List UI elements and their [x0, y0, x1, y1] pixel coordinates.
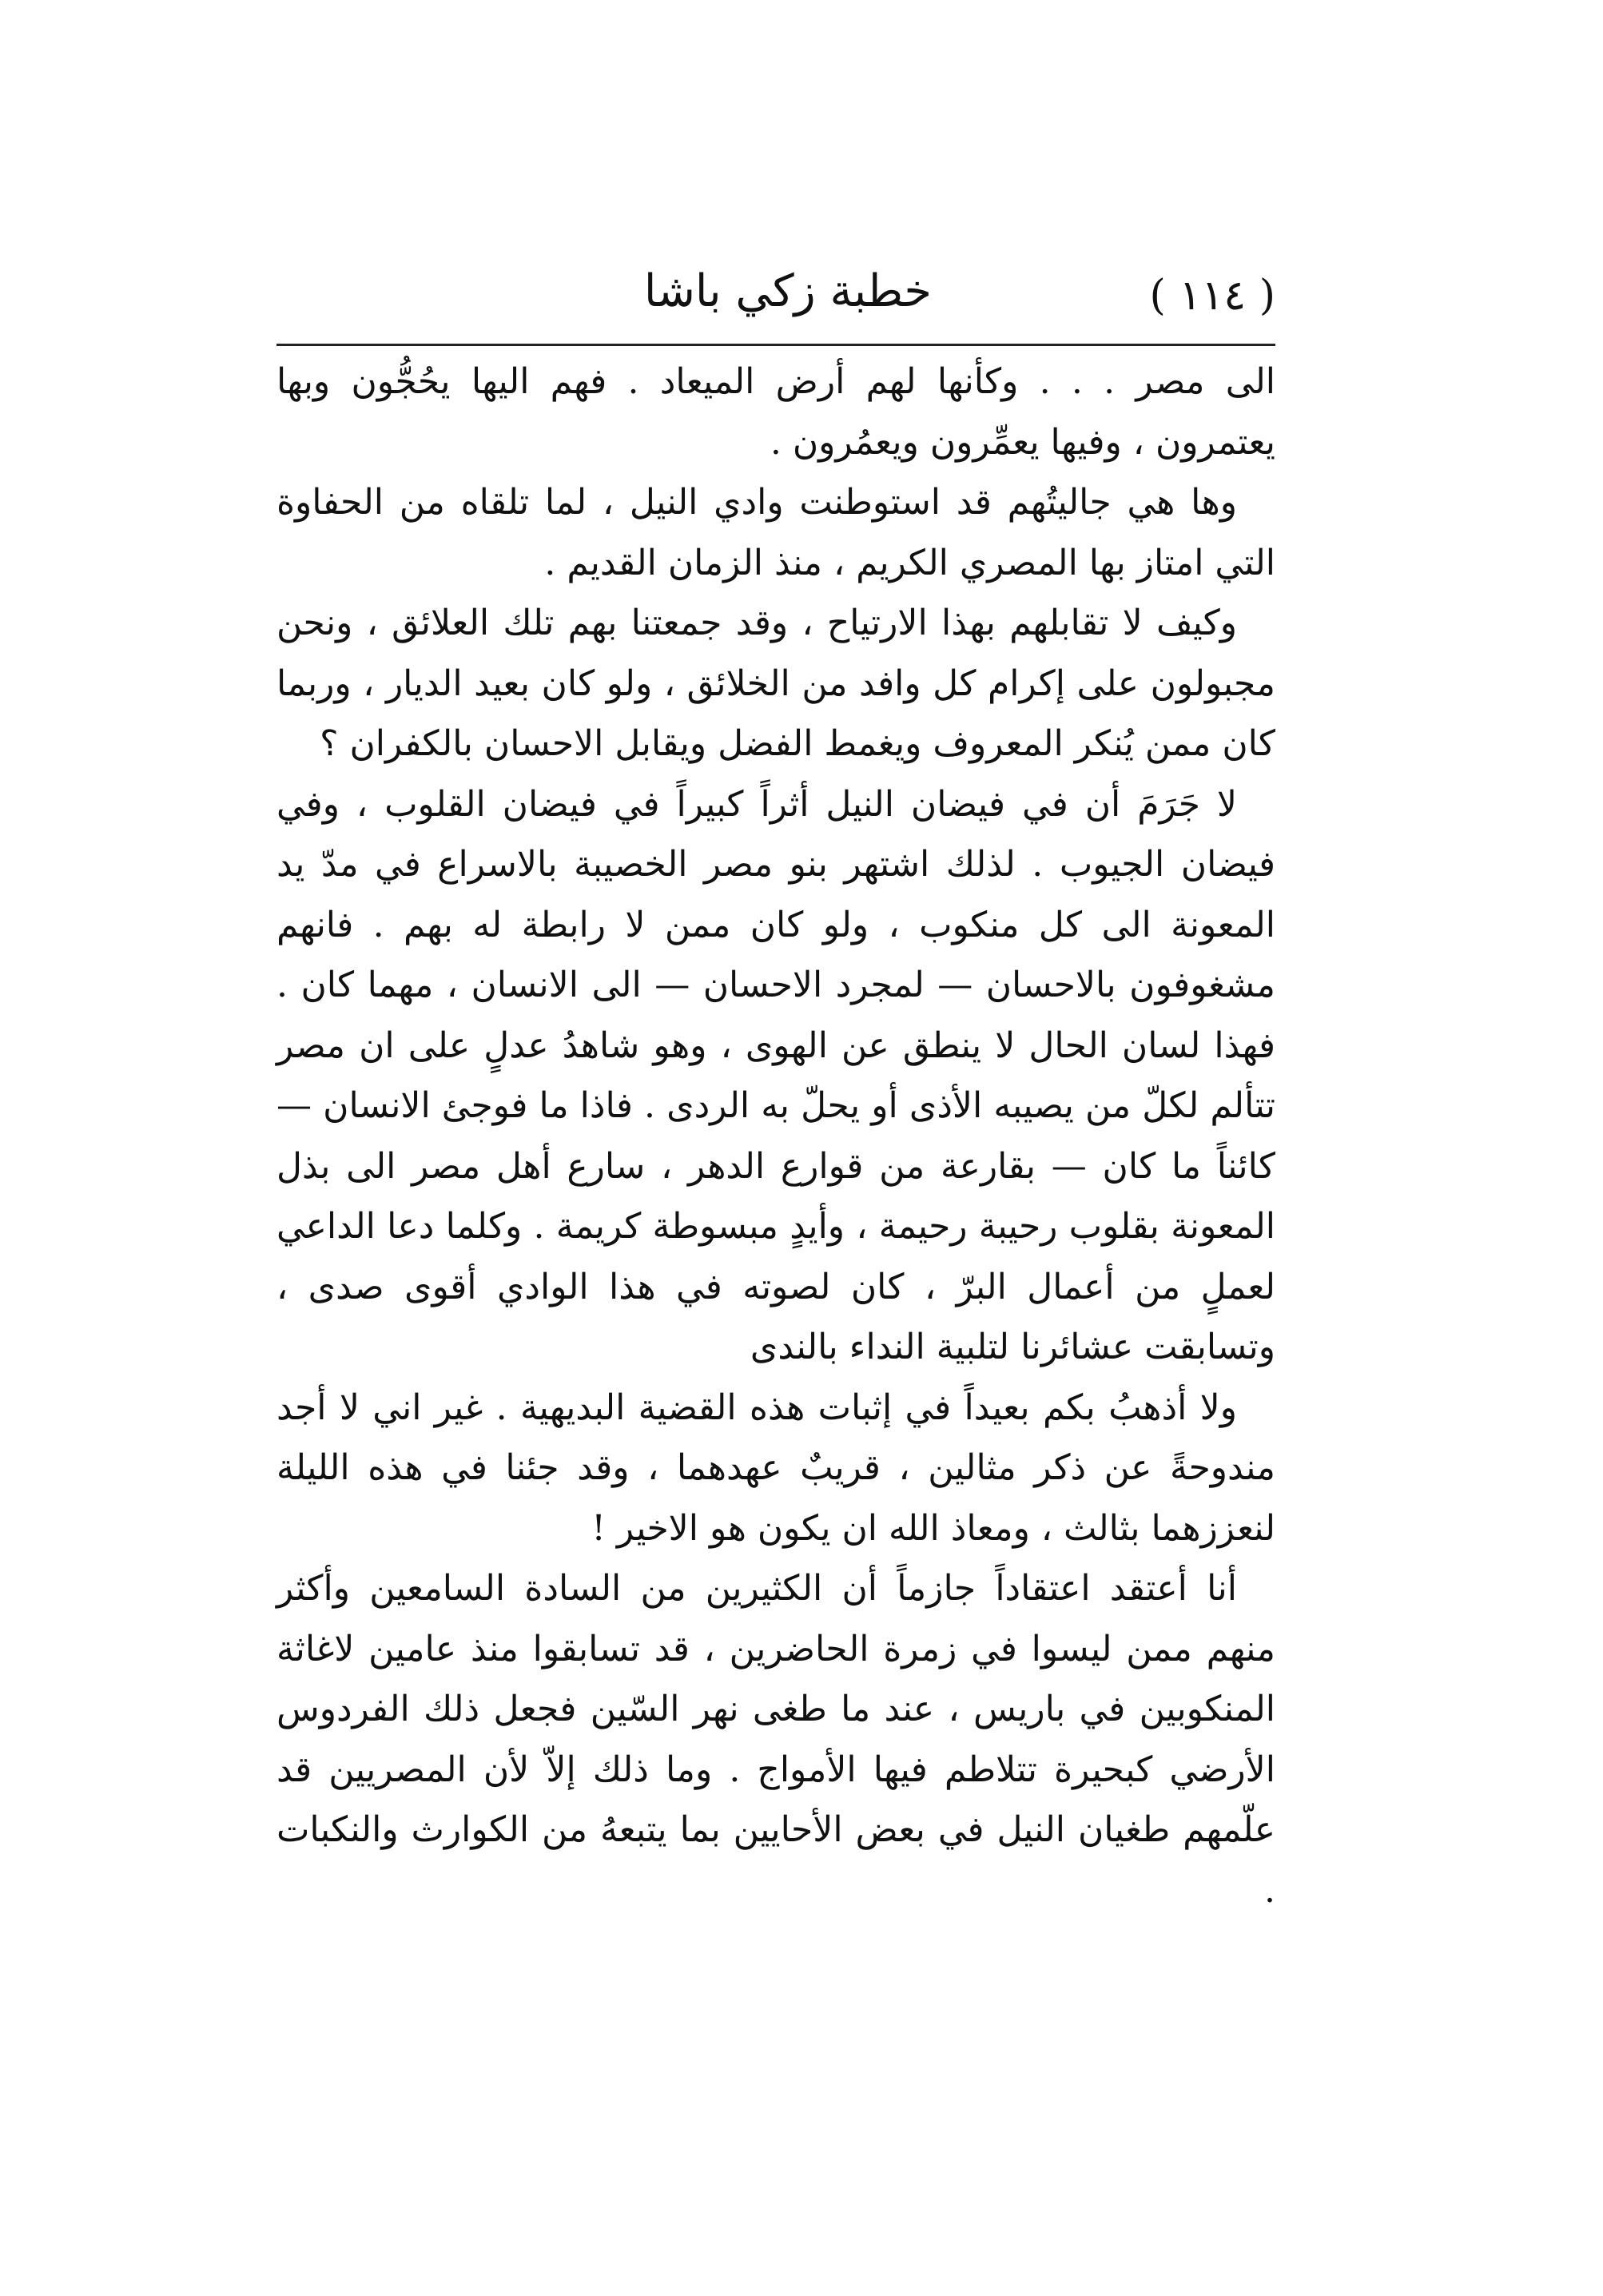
paragraph: لا جَرَمَ أن في فيضان النيل أثراً كبيراً في فيضان القلوب ، وفي فيضان الجيوب . لذلك اشتهر بنو مصر الخصيبة بالاسراع في مدّ يد المعونة الى كل منكوب ، ولو كان ممن لا رابطة له بهم . فانهم مشغوفون بالاحسان — لمجرد الاحسان — الى الانسان ، مهما كان . فهذا لسان الحال لا ينطق عن الهوى ، وهو شاهدُ عدلٍ على ان مصر تتألم لكلّ من يصيبه الأذى أو يحلّ به الردى . فاذا ما فوجئ الانسان — كائناً ما كان — بقارعة من قوارع الدهر ، سارع أهل مصر الى بذل المعونة بقلوب رحيبة رحيمة ، وأيدٍ مبسوطة كريمة . وكلما دعا الداعي لعملٍ من أعمال البرّ ، كان لصوته في هذا الوادي أقوى صدى ، وتسابقت عشائرنا لتلبية النداء بالندى: [276, 783, 1275, 1367]
running-title: خطبة زكي باشا: [643, 265, 932, 317]
paragraph: وكيف لا تقابلهم بهذا الارتياح ، وقد جمعتنا بهم تلك العلائق ، ونحن مجبولون على إكرام كل وافد من الخلائق ، ولو كان بعيد الديار ، وربما كان ممن يُنكر المعروف ويغمط الفضل ويقابل الاحسان بالكفران ؟: [276, 603, 1275, 764]
page-header: [276, 256, 1275, 346]
paragraph: الى مصر . . . وكأنها لهم أرض الميعاد . فهم اليها يحُجُّون وبها يعتمرون ، وفيها يعمِّرون ويعمُرون .: [276, 361, 1275, 463]
body-text: [276, 352, 1275, 1920]
paragraph: أنا أعتقد اعتقاداً جازماً أن الكثيرين من السادة السامعين وأكثر منهم ممن ليسوا في زمرة الحاضرين ، قد تسابقوا منذ عامين لاغاثة المنكوبين في باريس ، عند ما طغى نهر السّين فجعل ذلك الفردوس الأرضي كبحيرة تتلاطم فيها الأمواج . وما ذلك إلاّ لأن المصريين قد علّمهم طغيان النيل في بعض الأحايين بما يتبعهُ من الكوارث والنكبات .: [276, 1568, 1275, 1911]
page-number: ( ١١٤ ): [1149, 272, 1275, 320]
paragraph: ولا أذهبُ بكم بعيداً في إثبات هذه القضية البديهية . غير اني لا أجد مندوحةً عن ذكر مثالين ، قريبٌ عهدهما ، وقد جئنا في هذه الليلة لنعززهما بثالث ، ومعاذ الله ان يكون هو الاخير !: [276, 1387, 1275, 1549]
paragraph: وها هي جاليتُهم قد استوطنت وادي النيل ، لما تلقاه من الحفاوة التي امتاز بها المصري الكريم ، منذ الزمان القديم .: [276, 482, 1275, 583]
